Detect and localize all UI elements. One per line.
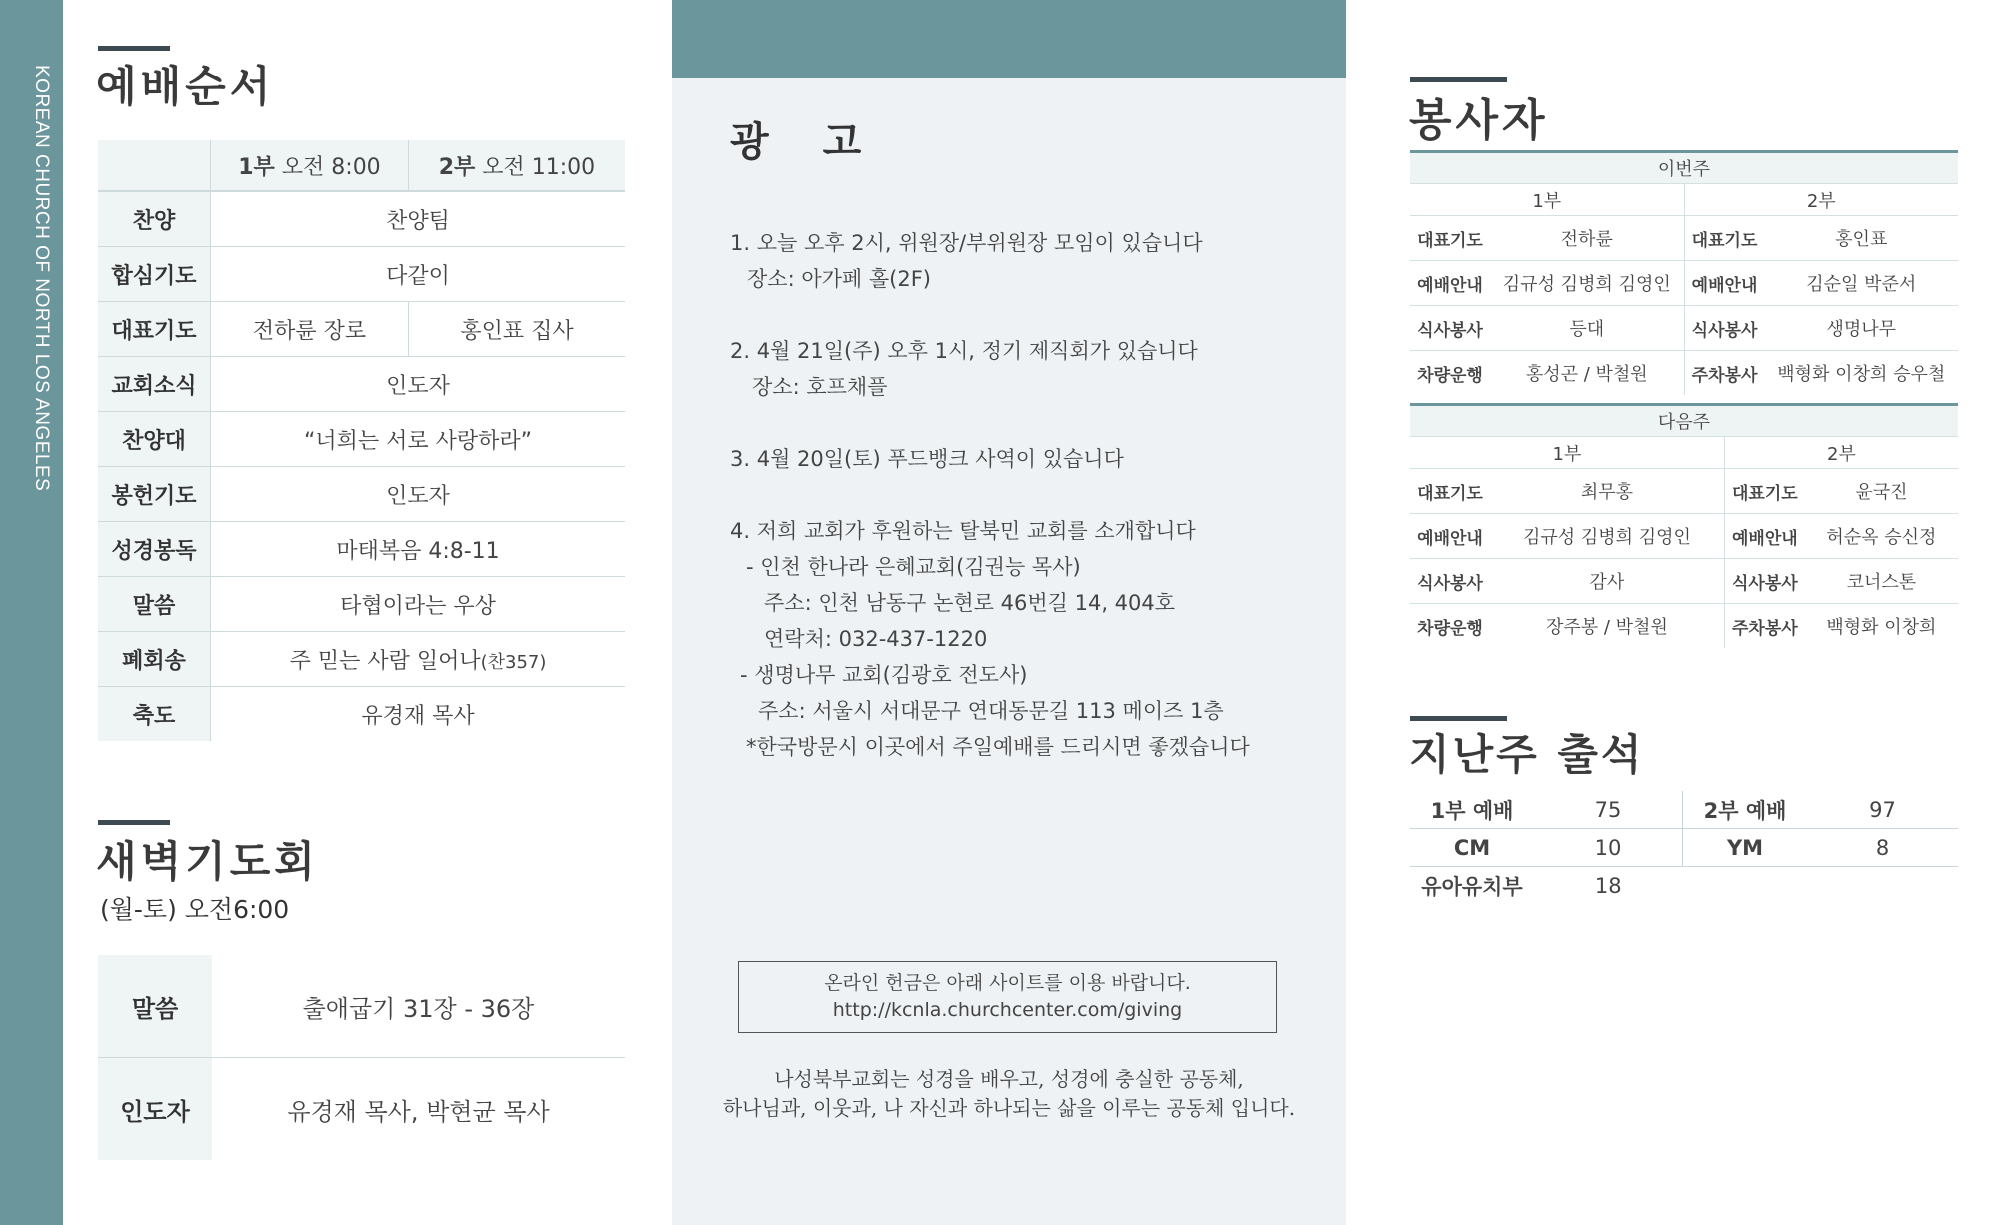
service1-header: 1부 오전 8:00 — [211, 140, 409, 191]
worship-row-value: 인도자 — [211, 467, 626, 522]
role-label: 차량운행 — [1417, 618, 1483, 639]
worship-row-label: 성경봉독 — [98, 522, 211, 577]
role-label: 예배안내 — [1684, 261, 1765, 306]
volunteer-names: 허순옥 승신정 — [1805, 514, 1958, 559]
dawn-row-label: 인도자 — [98, 1058, 212, 1161]
worship-row-value: 유경재 목사 — [211, 687, 626, 742]
volunteers-this-week-table — [1410, 150, 1958, 395]
worship-row — [98, 191, 625, 247]
worship-row-value-service1: 전하륜 장로 — [211, 302, 409, 357]
role-label: 식사봉사 — [1684, 306, 1765, 351]
part2-label: 2부 — [1724, 437, 1958, 469]
announcement-line: - 생명나무 교회(김광호 전도사) — [740, 663, 1028, 687]
attendance-table — [1410, 791, 1958, 904]
announcement-line: 장소: 아가페 홀(2F) — [747, 267, 931, 291]
announcement-line: 1. 오늘 오후 2시, 위원장/부위원장 모임이 있습니다 — [730, 231, 1203, 255]
role-label: 주차봉사 — [1724, 604, 1805, 649]
worship-row — [98, 412, 625, 467]
attendance-count: 75 — [1534, 791, 1683, 829]
role-label: 대표기도 — [1410, 469, 1490, 514]
worship-row — [98, 522, 625, 577]
worship-row-label: 합심기도 — [98, 247, 211, 302]
volunteer-names: 백형화 이창희 승우철 — [1777, 364, 1946, 385]
volunteer-row — [1410, 469, 1958, 514]
part-header-row — [1410, 437, 1958, 469]
volunteers-title: 봉사자 — [1409, 95, 1549, 146]
role-label: 대표기도 — [1410, 216, 1490, 261]
attendance-title: 지난주 출석 — [1409, 730, 1645, 779]
dawn-table — [98, 955, 625, 1160]
church-name-vertical: KOREAN CHURCH OF NORTH LOS ANGELES — [31, 65, 52, 492]
worship-title-bar — [98, 46, 170, 51]
service2-header: 2부 오전 11:00 — [408, 140, 625, 191]
attendance-label: YM — [1683, 829, 1808, 867]
volunteer-names: 장주봉 / 박철원 — [1546, 617, 1668, 638]
attendance-row — [1410, 791, 1958, 829]
role-label: 주차봉사 — [1684, 351, 1765, 396]
announcement-line: 3. 4월 20일(토) 푸드뱅크 사역이 있습니다 — [730, 447, 1124, 471]
dawn-title-bar — [98, 820, 170, 825]
attendance-label: 1부 예배 — [1410, 791, 1534, 829]
volunteer-names: 홍성곤 / 박철원 — [1525, 364, 1648, 385]
attendance-count — [1807, 867, 1958, 905]
worship-row — [98, 467, 625, 522]
giving-notice: 온라인 헌금은 아래 사이트를 이용 바랍니다. — [824, 972, 1191, 994]
announcements-panel — [672, 0, 1346, 1225]
announcement-line: 연락처: 032-437-1220 — [764, 627, 988, 651]
role-label: 예배안내 — [1410, 514, 1490, 559]
worship-row-label: 봉헌기도 — [98, 467, 211, 522]
worship-row-value: 주 믿는 사람 일어나(찬357) — [211, 632, 626, 687]
part1-label: 1부 — [1410, 184, 1684, 216]
volunteer-names: 생명나무 — [1765, 306, 1958, 351]
dawn-row-label: 말씀 — [98, 955, 212, 1058]
worship-row-value: “너희는 서로 사랑하라” — [211, 412, 626, 467]
worship-row — [98, 577, 625, 632]
worship-row-label: 교회소식 — [98, 357, 211, 412]
dawn-title: 새벽기도회 — [96, 837, 319, 886]
volunteers-title-bar — [1410, 77, 1507, 82]
announcement-line: 주소: 인천 남동구 논현로 46번길 14, 404호 — [764, 591, 1176, 615]
mission-line-2: 하나님과, 이웃과, 나 자신과 하나되는 삶을 이루는 공동체 입니다. — [722, 1096, 1296, 1120]
worship-row-value: 찬양팀 — [211, 191, 626, 247]
worship-row-label: 폐회송 — [98, 632, 211, 687]
announcement-line: - 인천 한나라 은혜교회(김권능 목사) — [746, 555, 1081, 579]
attendance-label — [1683, 867, 1808, 905]
worship-row — [98, 632, 625, 687]
attendance-count: 18 — [1594, 873, 1622, 898]
worship-row-label: 축도 — [98, 687, 211, 742]
volunteer-names: 코너스톤 — [1805, 559, 1958, 604]
worship-row-label: 찬양 — [98, 191, 211, 247]
volunteer-names: 백형화 이창희 — [1826, 617, 1937, 638]
announcements-top-band — [672, 0, 1346, 78]
attendance-row — [1410, 867, 1958, 905]
volunteer-names: 김규성 김병희 김영인 — [1490, 261, 1684, 306]
attendance-label: CM — [1410, 829, 1534, 867]
week-header-row — [1410, 405, 1958, 437]
attendance-count: 8 — [1807, 829, 1958, 867]
worship-row — [98, 687, 625, 742]
volunteer-names: 최무홍 — [1490, 469, 1724, 514]
volunteer-row — [1410, 559, 1958, 604]
volunteer-names: 김규성 김병희 김영인 — [1490, 514, 1724, 559]
worship-row-value: 타협이라는 우상 — [211, 577, 626, 632]
dawn-row — [98, 955, 625, 1058]
volunteer-row — [1410, 306, 1958, 351]
attendance-label: 유아유치부 — [1421, 874, 1523, 899]
worship-row-label: 말씀 — [98, 577, 211, 632]
role-label: 대표기도 — [1684, 216, 1765, 261]
dawn-row-value: 유경재 목사, 박현균 목사 — [287, 1097, 550, 1126]
attendance-row — [1410, 829, 1958, 867]
attendance-count: 97 — [1807, 791, 1958, 829]
role-label: 대표기도 — [1724, 469, 1805, 514]
role-label: 예배안내 — [1410, 261, 1490, 306]
worship-row-label: 대표기도 — [98, 302, 211, 357]
part-header-row — [1410, 184, 1958, 216]
part2-label: 2부 — [1684, 184, 1958, 216]
part1-label: 1부 — [1410, 437, 1724, 469]
role-label: 식사봉사 — [1410, 559, 1490, 604]
role-label: 차량운행 — [1417, 365, 1483, 386]
volunteer-names: 감사 — [1490, 559, 1724, 604]
worship-row — [98, 302, 625, 357]
dawn-schedule: (월-토) 오전6:00 — [100, 895, 290, 924]
this-week-label: 이번주 — [1410, 152, 1958, 184]
volunteer-row — [1410, 351, 1958, 396]
worship-row-value: 마태복음 4:8-11 — [211, 522, 626, 577]
attendance-label: 2부 예배 — [1683, 791, 1808, 829]
attendance-count: 10 — [1534, 829, 1683, 867]
dawn-row-value: 출애굽기 31장 - 36장 — [212, 955, 625, 1058]
volunteer-row — [1410, 216, 1958, 261]
announcement-line: 주소: 서울시 서대문구 연대동문길 113 메이즈 1층 — [758, 699, 1224, 723]
worship-row-value: 인도자 — [211, 357, 626, 412]
week-header-row — [1410, 152, 1958, 184]
next-week-label: 다음주 — [1410, 405, 1958, 437]
worship-row-label: 찬양대 — [98, 412, 211, 467]
online-giving-box — [738, 961, 1277, 1033]
worship-row-value: 다같이 — [211, 247, 626, 302]
sidebar — [0, 0, 63, 1225]
volunteer-names: 등대 — [1490, 306, 1684, 351]
worship-order-table — [98, 140, 625, 741]
announcement-line: 장소: 호프채플 — [752, 375, 888, 399]
announcements-title: 광 고 — [730, 118, 882, 165]
giving-url-link[interactable]: http://kcnla.churchcenter.com/giving — [832, 999, 1183, 1021]
header-blank — [98, 140, 211, 191]
volunteer-row — [1410, 604, 1958, 649]
announcement-line: *한국방문시 이곳에서 주일예배를 드리시면 좋겠습니다 — [746, 735, 1250, 759]
volunteer-names: 김순일 박준서 — [1765, 261, 1958, 306]
worship-row — [98, 357, 625, 412]
mission-line-1: 나성북부교회는 성경을 배우고, 성경에 충실한 공동체, — [774, 1067, 1244, 1091]
hymn-number: (찬357) — [480, 651, 547, 673]
role-label: 예배안내 — [1724, 514, 1805, 559]
volunteer-names: 홍인표 — [1765, 216, 1958, 261]
worship-title: 예배순서 — [96, 62, 275, 111]
volunteer-names: 전하륜 — [1490, 216, 1684, 261]
role-label: 식사봉사 — [1410, 306, 1490, 351]
volunteers-next-week-table — [1410, 403, 1958, 648]
worship-header-row — [98, 140, 625, 191]
volunteer-names: 윤국진 — [1805, 469, 1958, 514]
dawn-row — [98, 1058, 625, 1161]
announcement-line: 4. 저희 교회가 후원하는 탈북민 교회를 소개합니다 — [730, 519, 1196, 543]
worship-row-value-service2: 홍인표 집사 — [408, 302, 625, 357]
volunteer-row — [1410, 261, 1958, 306]
role-label: 식사봉사 — [1724, 559, 1805, 604]
announcement-line: 2. 4월 21일(주) 오후 1시, 정기 제직회가 있습니다 — [730, 339, 1198, 363]
attendance-title-bar — [1410, 716, 1507, 721]
worship-row — [98, 247, 625, 302]
volunteer-row — [1410, 514, 1958, 559]
